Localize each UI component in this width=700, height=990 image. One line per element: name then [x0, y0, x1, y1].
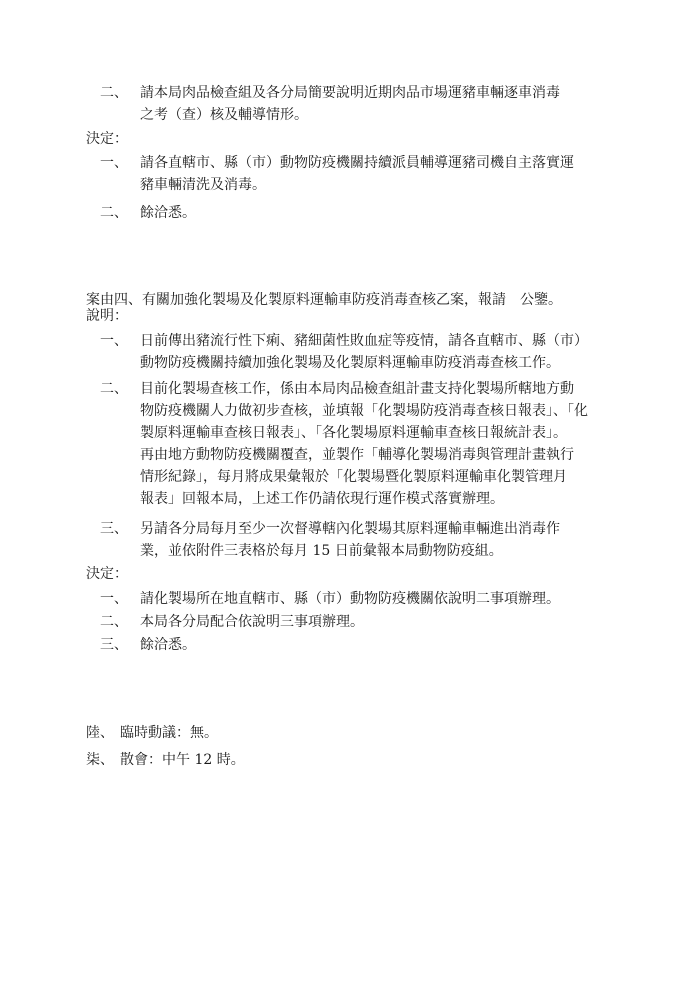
item-number: 陸、: [86, 725, 114, 741]
item-number: 一、: [100, 591, 128, 607]
item-text-line: 業，並依附件三表格於每月 15 日前彙報本局動物防疫組。: [140, 543, 503, 559]
item-text-line: 動物防疫機關持續加強化製場及化製原料運輸車防疫消毒查核工作。: [140, 355, 560, 371]
item-text-line: 製原料運輸車查核日報表」、「各化製場原料運輸車查核日報統計表」。: [140, 425, 567, 441]
decision-label: 決定：: [86, 566, 128, 582]
item-text-line: 另請各分局每月至少一次督導轄內化製場其原料運輸車輛進出消毒作: [140, 521, 560, 537]
item-text-line: 再由地方動物防疫機關覆查，並製作「輔導化製場消毒與管理計畫執行: [140, 447, 574, 463]
item-text-line: 日前傳出豬流行性下痢、豬細菌性敗血症等疫情，請各直轄市、縣（市）: [140, 333, 588, 349]
item-number: 二、: [100, 85, 128, 101]
item-number: 一、: [100, 155, 128, 171]
item-text-line: 物防疫機關人力做初步查核，並填報「化製場防疫消毒查核日報表」、「化: [140, 403, 588, 419]
explanation-label: 說明：: [86, 308, 128, 324]
item-text-line: 請各直轄市、縣（市）動物防疫機關持續派員輔導運豬司機自主落實運: [140, 155, 574, 171]
item-text-line: 請化製場所在地直轄市、縣（市）動物防疫機關依說明二事項辦理。: [140, 591, 560, 607]
item-text-line: 餘洽悉。: [140, 637, 196, 653]
closing-text: 散會：中午 12 時。: [120, 752, 245, 768]
decision-label: 決定：: [86, 131, 128, 147]
item-text-line: 請本局肉品檢查組及各分局簡要說明近期肉品市場運豬車輛逐車消毒: [140, 85, 560, 101]
item-text-line: 報表」回報本局，上述工作仍請依現行運作模式落實辦理。: [140, 491, 504, 507]
item-number: 二、: [100, 205, 128, 221]
item-text-line: 之考（查）核及輔導情形。: [140, 107, 308, 123]
item-text-line: 目前化製場查核工作，係由本局肉品檢查組計畫支持化製場所轄地方動: [140, 381, 574, 397]
item-text-line: 餘洽悉。: [140, 205, 196, 221]
closing-text: 臨時動議：無。: [120, 725, 218, 741]
case-title: 案由四、有關加強化製場及化製原料運輸車防疫消毒查核乙案，報請 公鑒。: [86, 292, 562, 308]
item-text-line: 情形紀錄」，每月將成果彙報於「化製場暨化製原料運輸車化製管理月: [140, 469, 567, 485]
item-number: 二、: [100, 381, 128, 397]
item-number: 二、: [100, 614, 128, 630]
item-text-line: 本局各分局配合依說明三事項辦理。: [140, 614, 364, 630]
item-number: 三、: [100, 521, 128, 537]
item-text-line: 豬車輛清洗及消毒。: [140, 177, 266, 193]
item-number: 三、: [100, 637, 128, 653]
item-number: 一、: [100, 333, 128, 349]
item-number: 柒、: [86, 752, 114, 768]
